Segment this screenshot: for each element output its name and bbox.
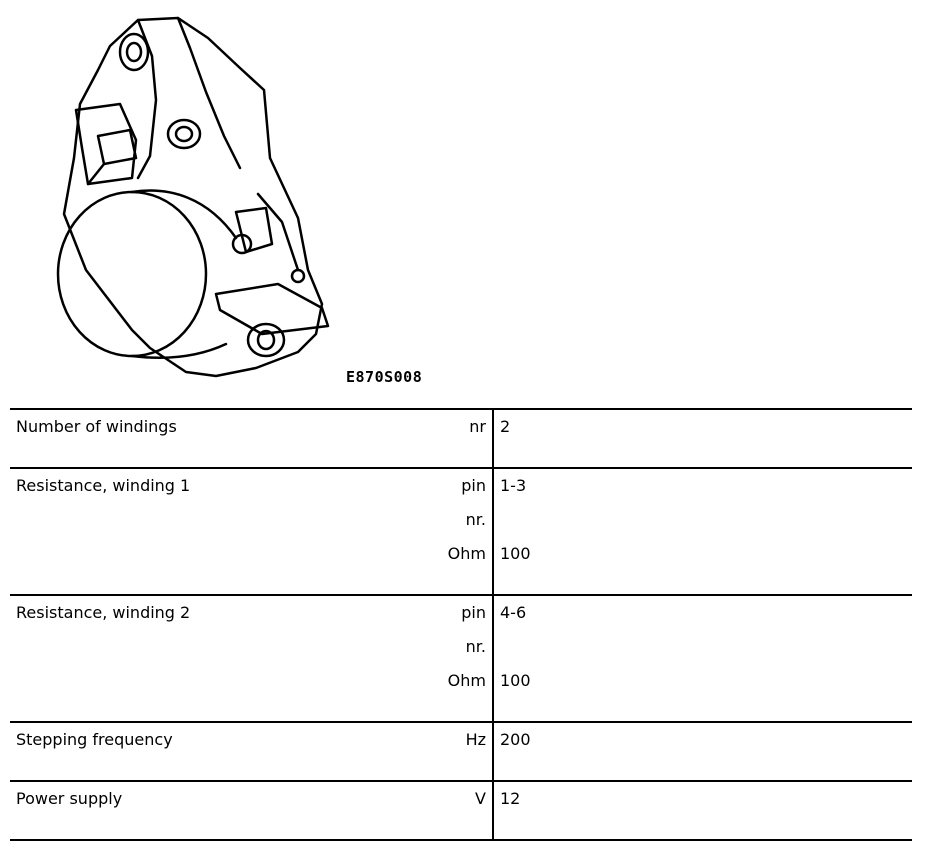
- stepper-motor-drawing-icon: [40, 8, 460, 400]
- figure-code: E870S008: [346, 368, 423, 386]
- spec-label: Stepping frequency: [16, 730, 173, 749]
- spec-label: Resistance, winding 2: [16, 603, 191, 622]
- table-row: [10, 722, 912, 781]
- stepper-motor-figure: [40, 8, 460, 400]
- spec-unit: Hz: [465, 730, 486, 749]
- spec-label: Number of windings: [16, 417, 177, 436]
- table-row: [10, 664, 912, 722]
- table-row: [10, 537, 912, 595]
- table-row: [10, 409, 912, 468]
- spec-unit: Ohm: [447, 544, 486, 563]
- spec-value: 12: [493, 781, 912, 840]
- spec-unit: V: [475, 789, 486, 808]
- spec-unit: pin nr.: [461, 476, 486, 529]
- spec-value: 2: [493, 409, 912, 468]
- spec-value: 100: [493, 537, 912, 595]
- spec-value: 100: [493, 664, 912, 722]
- spec-unit: pin nr.: [461, 603, 486, 656]
- spec-value: 200: [493, 722, 912, 781]
- spec-label: [10, 537, 436, 595]
- table-row: [10, 781, 912, 840]
- spec-value: 1-3: [493, 468, 912, 537]
- spec-value: 4-6: [493, 595, 912, 664]
- table-row: [10, 468, 912, 537]
- specification-table: [10, 408, 912, 841]
- table-row: [10, 595, 912, 664]
- spec-label: Resistance, winding 1: [16, 476, 191, 495]
- spec-unit: nr: [469, 417, 486, 436]
- spec-label: [10, 664, 436, 722]
- spec-label: Power supply: [16, 789, 123, 808]
- spec-unit: Ohm: [447, 671, 486, 690]
